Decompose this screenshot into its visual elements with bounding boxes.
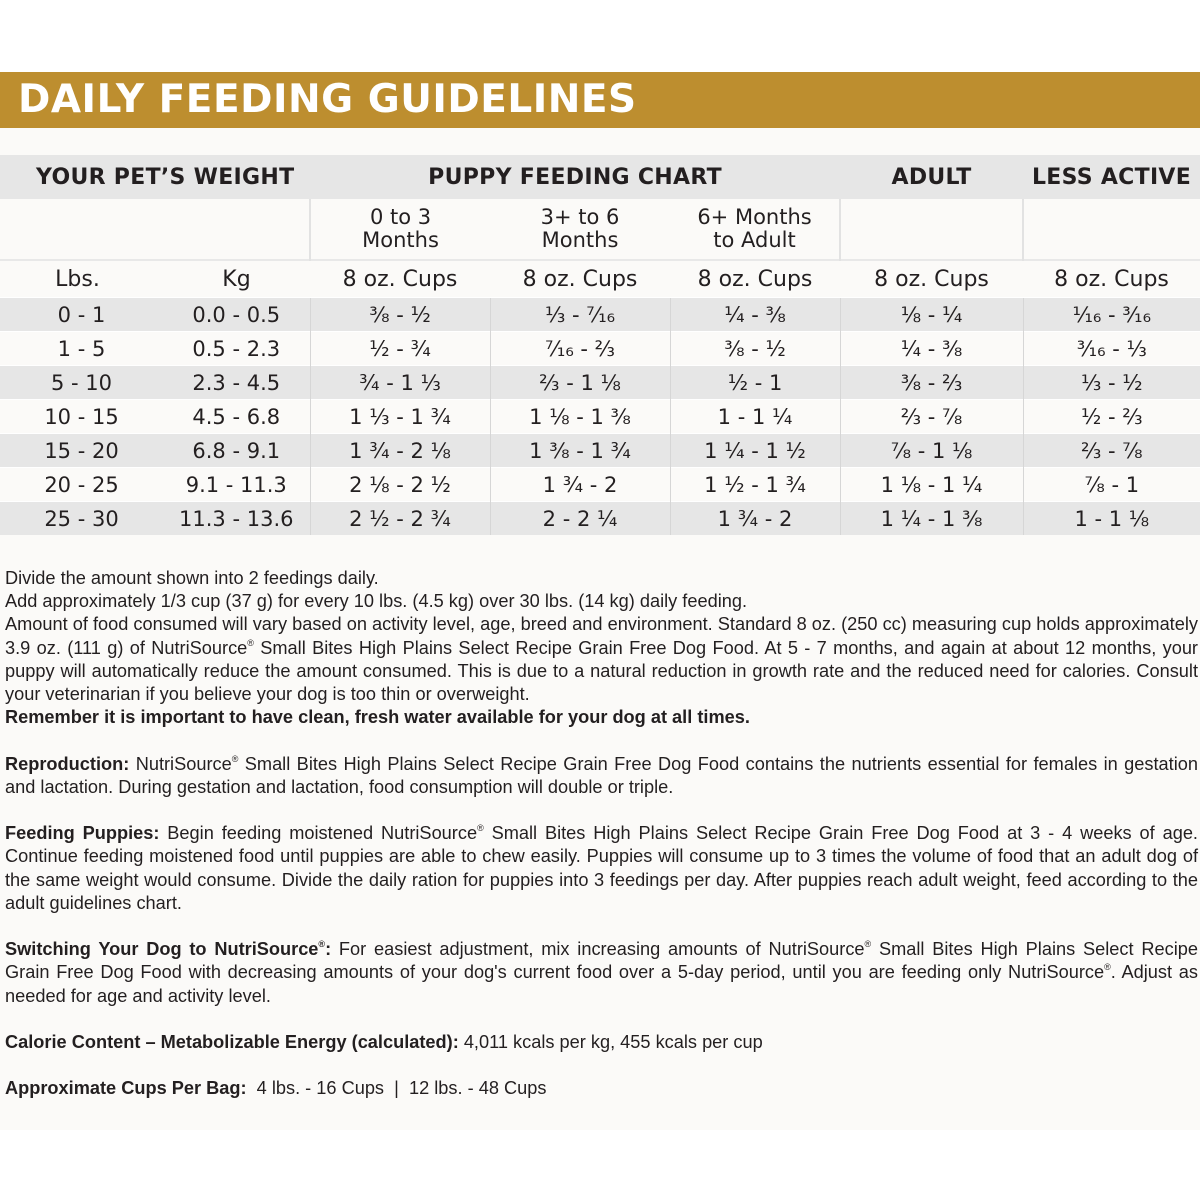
weight-kg-cell: 2.3 - 4.5 — [163, 366, 310, 400]
unit-header-cups: 8 oz. Cups — [670, 260, 840, 298]
less-active-cups-cell: ⅔ - ⁷⁄₈ — [1023, 434, 1200, 468]
weight-kg-cell: 9.1 - 11.3 — [163, 468, 310, 502]
note-amount-text: Small Bites High Plains Select Recipe Grain Free Dog Food. At 5 - 7 months, and again at about 12 months, your puppy will automatically reduce the amount consumed. This is due to a natural reduction in growth rate and the reduced need for calories. Consult your veterinarian if you believe your dog is too thin or overweight. — [5, 637, 1198, 705]
puppy-3-6-cups-cell: 1 ⅛ - 1 ³⁄₈ — [490, 400, 670, 434]
puppy-3-6-cups-cell: 2 - 2 ¼ — [490, 502, 670, 536]
age-header-line: Months — [362, 228, 439, 252]
puppy-6-adult-cups-cell: ½ - 1 — [670, 366, 840, 400]
weight-kg-cell: 4.5 - 6.8 — [163, 400, 310, 434]
weight-lbs-cell: 20 - 25 — [0, 468, 163, 502]
weight-header: YOUR PET’S WEIGHT — [0, 155, 310, 199]
weight-kg-cell: 0.5 - 2.3 — [163, 332, 310, 366]
weight-kg-cell: 11.3 - 13.6 — [163, 502, 310, 536]
adult-cups-cell: ⅛ - ¼ — [840, 298, 1023, 332]
feeding-table — [0, 155, 1200, 535]
note-add: Add approximately 1/3 cup (37 g) for every 10 lbs. (4.5 kg) over 30 lbs. (14 kg) daily feeding. — [5, 591, 748, 612]
weight-lbs-cell: 0 - 1 — [0, 298, 163, 332]
registered-mark: ® — [247, 637, 254, 648]
weight-lbs-cell: 5 - 10 — [0, 366, 163, 400]
registered-mark: ® — [1104, 962, 1111, 973]
note-reproduction — [5, 753, 1198, 799]
adult-cups-cell: ³⁄₈ - ⅔ — [840, 366, 1023, 400]
reproduction-text: NutriSource — [129, 753, 232, 774]
puppies-text: Small Bites High Plains Select Recipe Grain Free Dog Food at 3 - 4 weeks of age. Continue feeding moistened food until puppies are able to chew easily. Puppies will consume up to 3 times the volume of food that an adult dog of the same weight would consume. Divide the daily ration for puppies into 3 feedings per day. After puppies reach adult weight, feed according to the adult guidelines chart. — [5, 823, 1198, 913]
unit-header-kg: Kg — [163, 260, 310, 298]
less-active-cups-cell: ½ - ⅔ — [1023, 400, 1200, 434]
age-header-adult-blank — [840, 199, 1023, 260]
switching-label-text: Switching Your Dog to NutriSource — [5, 939, 319, 960]
switching-text: Small Bites High Plains Select Recipe Grain Free Dog Food with decreasing amounts of your dog's current food over a 5-day period, until you are feeding only NutriSource — [5, 939, 1198, 983]
note-amount — [5, 613, 1198, 706]
registered-mark: ® — [318, 939, 326, 950]
age-header-line: Months — [541, 228, 619, 252]
calorie-value: 4,011 kcals per kg, 455 kcals per cup — [458, 1032, 763, 1052]
calorie-label: Calorie Content – Metabolizable Energy (calculated): — [5, 1032, 459, 1052]
less-active-cups-cell: ³⁄₁₆ - ⅓ — [1023, 332, 1200, 366]
puppy-0-3-cups-cell: ½ - ¾ — [310, 332, 490, 366]
puppy-0-3-cups-cell: 1 ⅓ - 1 ¾ — [310, 400, 490, 434]
reproduction-text: Small Bites High Plains Select Recipe Grain Free Dog Food contains the nutrients essential for females in gestation and lactation. During gestation and lactation, food consumption will double or triple. — [5, 753, 1198, 797]
unit-header-cups: 8 oz. Cups — [1023, 260, 1200, 298]
puppy-3-6-cups-cell: ⁷⁄₁₆ - ⅔ — [490, 332, 670, 366]
table-row — [0, 366, 1200, 400]
switching-text: . Adjust as needed for age and activity level. — [5, 962, 1198, 1006]
table-unit-header-row — [0, 260, 1200, 298]
unit-header-cups: 8 oz. Cups — [490, 260, 670, 298]
puppies-label: Feeding Puppies: — [5, 823, 160, 844]
note-amount-text: Amount of food consumed will vary based on activity level, age, breed and environment. Standard 8 oz. (250 cc) measuring cup holds approximately 3.9 oz. (111 g) of NutriSource — [5, 614, 1198, 658]
adult-cups-cell: 1 ⅛ - 1 ¼ — [840, 468, 1023, 502]
puppy-0-3-cups-cell: 2 ½ - 2 ¾ — [310, 502, 490, 536]
note-switching — [5, 938, 1198, 1008]
age-header-0-3 — [310, 199, 490, 260]
puppy-3-6-cups-cell: ⅓ - ⁷⁄₁₆ — [490, 298, 670, 332]
puppy-3-6-cups-cell: ⅔ - 1 ⅛ — [490, 366, 670, 400]
note-feeding-puppies — [5, 822, 1198, 915]
unit-header-cups: 8 oz. Cups — [840, 260, 1023, 298]
age-header-less-active-blank — [1023, 199, 1200, 260]
page-title: DAILY FEEDING GUIDELINES — [18, 77, 637, 122]
puppies-text: Begin feeding moistened NutriSource — [159, 823, 478, 844]
less-active-cups-cell: ⅓ - ½ — [1023, 366, 1200, 400]
puppy-6-adult-cups-cell: ¼ - ³⁄₈ — [670, 298, 840, 332]
puppy-6-adult-cups-cell: 1 - 1 ¼ — [670, 400, 840, 434]
age-header-3-6 — [490, 199, 670, 260]
switching-label — [5, 939, 331, 959]
age-header-line: 6+ Months — [697, 205, 812, 229]
adult-cups-cell: ⁷⁄₈ - 1 ⅛ — [840, 434, 1023, 468]
unit-header-cups: 8 oz. Cups — [310, 260, 490, 298]
adult-cups-cell: 1 ¼ - 1 ³⁄₈ — [840, 502, 1023, 536]
note-water — [5, 706, 1198, 729]
less-active-cups-cell: ¹⁄₁₆ - ³⁄₁₆ — [1023, 298, 1200, 332]
age-header-6-adult — [670, 199, 840, 260]
age-header-line: 3+ to 6 — [540, 205, 620, 229]
unit-header-lbs: Lbs. — [0, 260, 163, 298]
puppy-header: PUPPY FEEDING CHART — [310, 155, 840, 199]
age-header-line: to Adult — [713, 228, 796, 252]
weight-kg-cell: 6.8 - 9.1 — [163, 434, 310, 468]
puppy-0-3-cups-cell: 1 ¾ - 2 ⅛ — [310, 434, 490, 468]
weight-lbs-cell: 25 - 30 — [0, 502, 163, 536]
puppy-3-6-cups-cell: 1 ¾ - 2 — [490, 468, 670, 502]
puppy-0-3-cups-cell: ³⁄₈ - ½ — [310, 298, 490, 332]
note-divide: Divide the amount shown into 2 feedings daily. — [5, 568, 379, 588]
weight-kg-cell: 0.0 - 0.5 — [163, 298, 310, 332]
puppy-6-adult-cups-cell: 1 ½ - 1 ¾ — [670, 468, 840, 502]
registered-mark: ® — [231, 753, 239, 764]
switching-label-colon: : — [325, 939, 332, 960]
switching-text: For easiest adjustment, mix increasing amounts of NutriSource — [331, 939, 865, 960]
registered-mark: ® — [477, 823, 484, 834]
table-row — [0, 400, 1200, 434]
weight-lbs-cell: 15 - 20 — [0, 434, 163, 468]
note-calorie — [5, 1031, 1198, 1054]
reproduction-label: Reproduction: — [5, 753, 130, 774]
less-active-cups-cell: ⁷⁄₈ - 1 — [1023, 468, 1200, 502]
table-row — [0, 502, 1200, 536]
puppy-0-3-cups-cell: 2 ⅛ - 2 ½ — [310, 468, 490, 502]
puppy-3-6-cups-cell: 1 ³⁄₈ - 1 ¾ — [490, 434, 670, 468]
less-active-header: LESS ACTIVE — [1023, 155, 1200, 199]
age-header-line: 0 to 3 — [369, 205, 432, 229]
table-group-header-row — [0, 155, 1200, 199]
puppy-6-adult-cups-cell: ³⁄₈ - ½ — [670, 332, 840, 366]
age-header-blank — [0, 199, 310, 260]
adult-header: ADULT — [840, 155, 1023, 199]
registered-mark: ® — [864, 939, 872, 950]
adult-cups-cell: ⅔ - ⁷⁄₈ — [840, 400, 1023, 434]
weight-lbs-cell: 10 - 15 — [0, 400, 163, 434]
table-row — [0, 468, 1200, 502]
adult-cups-cell: ¼ - ³⁄₈ — [840, 332, 1023, 366]
less-active-cups-cell: 1 - 1 ⅛ — [1023, 502, 1200, 536]
table-age-header-row — [0, 199, 1200, 260]
puppy-6-adult-cups-cell: 1 ¼ - 1 ½ — [670, 434, 840, 468]
cups-value: 4 lbs. - 16 Cups | 12 lbs. - 48 Cups — [246, 1078, 547, 1099]
puppy-6-adult-cups-cell: 1 ¾ - 2 — [670, 502, 840, 536]
table-row — [0, 434, 1200, 468]
note-cups-per-bag — [5, 1077, 1198, 1100]
note-water-text: Remember it is important to have clean, fresh water available for your dog at all times. — [5, 707, 750, 728]
cups-label: Approximate Cups Per Bag: — [5, 1078, 247, 1099]
feeding-notes — [5, 567, 1198, 1101]
weight-lbs-cell: 1 - 5 — [0, 332, 163, 366]
puppy-0-3-cups-cell: ¾ - 1 ⅓ — [310, 366, 490, 400]
table-row — [0, 298, 1200, 332]
table-row — [0, 332, 1200, 366]
